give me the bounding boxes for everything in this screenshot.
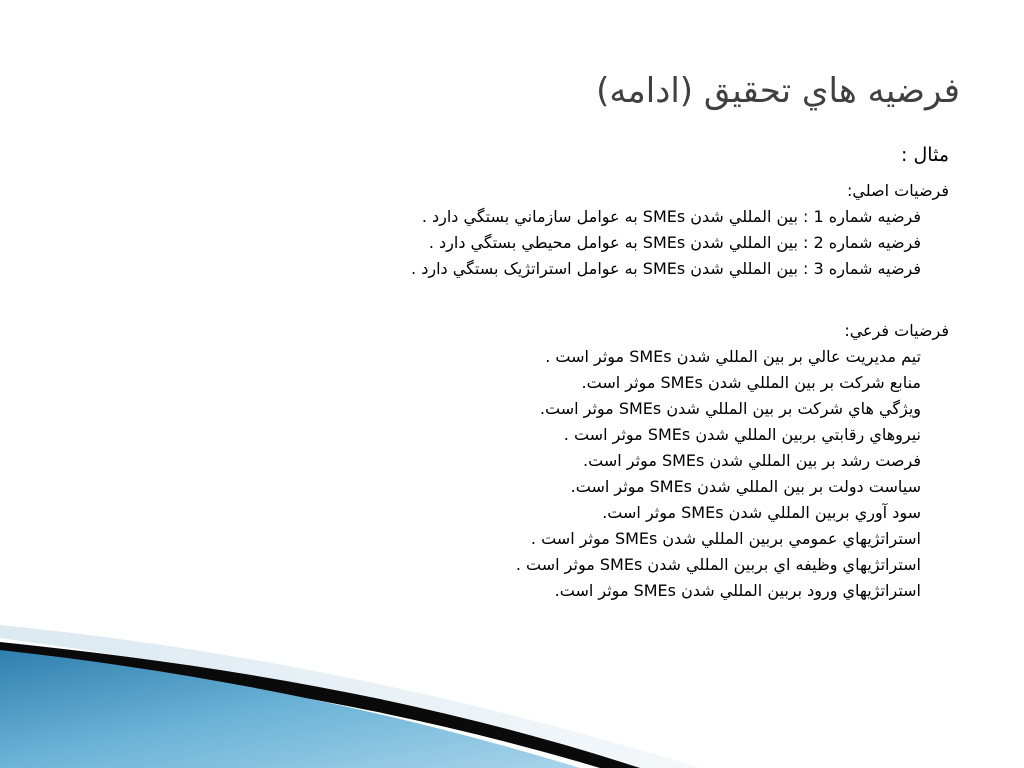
sub-hypothesis-item: منابع شرکت بر بين المللي شدن SMEs موثر است.	[581, 373, 921, 392]
main-hypothesis-item: فرضيه شماره 3 : بين المللي شدن SMEs به عوامل استراتژيک بستگي دارد .	[411, 259, 921, 278]
sub-hypothesis-item: استراتژيهاي عمومي بربين المللي شدن SMEs موثر است .	[530, 529, 921, 548]
sub-hypothesis-item: سود آوري بربين المللي شدن SMEs موثر است.	[602, 503, 921, 522]
sub-hypothesis-item: استراتژيهاي وظيفه اي بربين المللي شدن SMEs موثر است .	[515, 555, 921, 574]
sub-hypothesis-item: فرصت رشد بر بين المللي شدن SMEs موثر است.	[583, 451, 921, 470]
sub-hypothesis-item: تيم مديريت عالي بر بين المللي شدن SMEs موثر است .	[545, 347, 921, 366]
main-hypothesis-item: فرضيه شماره 2 : بين المللي شدن SMEs به عوامل محيطي بستگي دارد .	[428, 233, 921, 252]
section-spacer	[229, 282, 949, 318]
slide-title: فرضيه هاي تحقيق (ادامه)	[596, 71, 960, 111]
main-hypotheses-label: فرضيات اصلي:	[847, 181, 949, 200]
slide-body	[229, 140, 949, 604]
sub-hypothesis-item: استراتژيهاي ورود بربين المللي شدن SMEs موثر است.	[554, 581, 921, 600]
sub-hypothesis-item: نيروهاي رقابتي بربين المللي شدن SMEs موثر است .	[563, 425, 921, 444]
example-label: مثال :	[901, 144, 949, 166]
sub-hypotheses-label: فرضيات فرعي:	[844, 321, 949, 340]
sub-hypothesis-item: سياست دولت بر بين المللي شدن SMEs موثر است.	[570, 477, 921, 496]
main-hypothesis-item: فرضيه شماره 1 : بين المللي شدن SMEs به عوامل سازماني بستگي دارد .	[421, 207, 921, 226]
sub-hypothesis-item: ويژگي هاي شرکت بر بين المللي شدن SMEs موثر است.	[539, 399, 921, 418]
